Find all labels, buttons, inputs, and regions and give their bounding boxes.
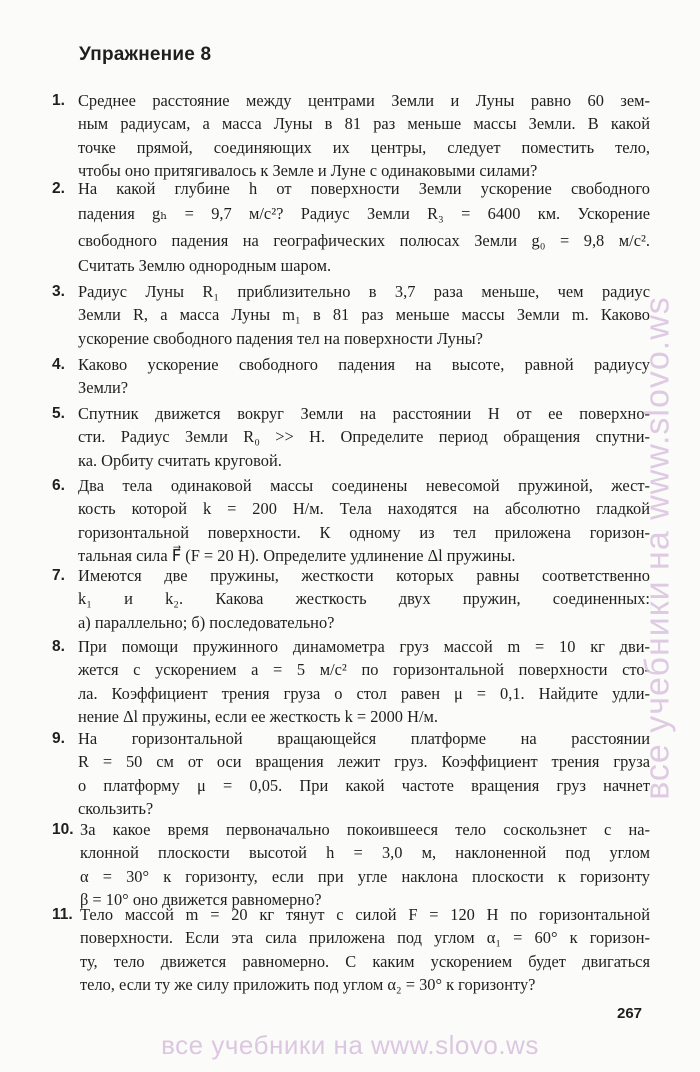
- exercise-text-line: клонной плоскости высотой h = 3,0 м, наклоненной под углом: [80, 843, 650, 863]
- exercise-text-line: Земли R, а масса Луны m₁ в 81 раз меньше массы Земли m. Каково: [78, 305, 650, 325]
- exercise-number: 2.: [52, 180, 65, 197]
- exercise-text-line: скользить?: [78, 798, 154, 818]
- exercise-text-line: При помощи пружинного динамометра груз массой m = 10 кг дви-: [78, 637, 650, 656]
- exercise-number: 1.: [52, 92, 65, 109]
- exercise-item: [52, 177, 650, 278]
- exercise-number: 5.: [52, 405, 65, 422]
- exercise-text-line: Считать Землю однородным шаром.: [78, 256, 332, 276]
- exercise-text-line: k₁ и k₂. Какова жесткость двух пружин, соединенных:: [78, 589, 650, 609]
- exercise-item: [52, 402, 650, 472]
- exercise-text-line: Земли?: [78, 378, 129, 398]
- exercise-text-line: о платформу μ = 0,05. При какой частоте вращения груз начнет: [78, 775, 650, 795]
- exercise-number: 6.: [52, 477, 65, 494]
- exercise-number: 10.: [52, 821, 74, 838]
- exercise-text-line: кость которой k = 200 Н/м. Тела находятся на абсолютно гладкой: [78, 499, 650, 519]
- exercise-text-line: сти. Радиус Земли R₀ >> H. Определите период обращения спутни-: [78, 427, 650, 447]
- watermark-bottom: все учебники на www.slovo.ws: [161, 1030, 539, 1060]
- exercise-text-line: β = 10° оно движется равномерно?: [80, 889, 322, 909]
- exercise-item: [52, 474, 650, 567]
- exercise-number: 7.: [52, 567, 65, 584]
- exercise-text-line: Два тела одинаковой массы соединены невесомой пружиной, жест-: [78, 476, 650, 495]
- exercise-text-line: а) параллельно; б) последовательно?: [78, 612, 335, 632]
- exercise-text-line: За какое время первоначально покоившееся тело соскользнет с на-: [80, 820, 650, 839]
- exercise-text-line: жется с ускорением a = 5 м/с² по горизонтальной поверхности сто-: [78, 660, 650, 680]
- exercise-text-line: Имеются две пружины, жесткости которых равны соответственно: [78, 566, 650, 585]
- exercise-text-line: R = 50 см от оси вращения лежит груз. Коэффициент трения груза: [78, 752, 650, 772]
- exercise-text-line: тело, если ту же силу приложить под углом α₂ = 30° к горизонту?: [80, 974, 536, 994]
- exercise-number: 8.: [52, 638, 65, 655]
- exercise-number: 4.: [52, 356, 65, 373]
- exercise-text-line: Каково ускорение свободного падения на высоте, равной радиусу: [78, 355, 650, 374]
- exercise-text-line: падения gₕ = 9,7 м/с²? Радиус Земли R₃ = 6400 км. Ускорение: [78, 204, 650, 224]
- exercise-number: 11.: [52, 906, 73, 923]
- exercise-text-line: поверхности. Если эта сила приложена под углом α₁ = 60° к горизон-: [80, 928, 650, 948]
- exercise-text-line: На какой глубине h от поверхности Земли ускорение свободного: [78, 179, 650, 198]
- exercise-text-line: Среднее расстояние между центрами Земли и Луны равно 60 зем-: [78, 91, 650, 110]
- exercise-number: 9.: [52, 730, 65, 747]
- exercise-text-line: ным радиусам, а масса Луны в 81 раз меньше массы Земли. В какой: [78, 114, 650, 134]
- exercise-text-line: Радиус Луны R₁ приблизительно в 3,7 раза меньше, чем радиус: [78, 282, 650, 301]
- exercise-number: 3.: [52, 283, 65, 300]
- exercise-item: [52, 635, 650, 728]
- exercise-text-line: точке прямой, соединяющих их центры, следует поместить тело,: [78, 137, 650, 157]
- exercise-item: [52, 564, 650, 634]
- exercise-item: [52, 818, 650, 911]
- exercise-text-line: ту, тело движется равномерно. С каким ускорением будет двигаться: [80, 951, 650, 971]
- exercise-text-line: ускорение свободного падения тел на поверхности Луны?: [78, 328, 483, 348]
- exercise-text-line: Спутник движется вокруг Земли на расстоянии H от ее поверхно-: [78, 404, 650, 423]
- exercise-item: [52, 727, 650, 820]
- exercise-text-line: горизонтальной поверхности. К одному из тел приложена горизон-: [78, 522, 650, 542]
- watermark-side: все учебники на www.slovo.ws: [638, 296, 677, 800]
- page-number: 267: [617, 1005, 643, 1022]
- exercise-text-line: чтобы оно притягивалось к Земле и Луне с одинаковыми силами?: [78, 160, 538, 180]
- exercise-text-line: ка. Орбиту считать круговой.: [78, 450, 282, 470]
- exercise-text-line: тальная сила F⃗ (F = 20 Н). Определите удлинение Δl пружины.: [78, 545, 516, 565]
- exercise-text-line: ла. Коэффициент трения груза о стол равен μ = 0,1. Найдите удли-: [78, 683, 650, 703]
- exercise-item: [52, 903, 650, 996]
- exercise-text-line: α = 30° к горизонту, если при угле наклона плоскости к горизонту: [80, 866, 650, 886]
- exercise-text-line: Тело массой m = 20 кг тянут с силой F = 120 Н по горизонтальной: [80, 905, 650, 924]
- exercise-text-line: нение Δl пружины, если ее жесткость k = 2000 Н/м.: [78, 706, 438, 726]
- exercise-text-line: свободного падения на географических полюсах Земли g₀ = 9,8 м/с².: [78, 231, 650, 251]
- page-title: Упражнение 8: [79, 44, 212, 65]
- exercise-item: [52, 353, 650, 400]
- exercise-item: [52, 89, 650, 182]
- exercise-text-line: На горизонтальной вращающейся платформе на расстоянии: [78, 729, 650, 748]
- exercise-item: [52, 280, 650, 350]
